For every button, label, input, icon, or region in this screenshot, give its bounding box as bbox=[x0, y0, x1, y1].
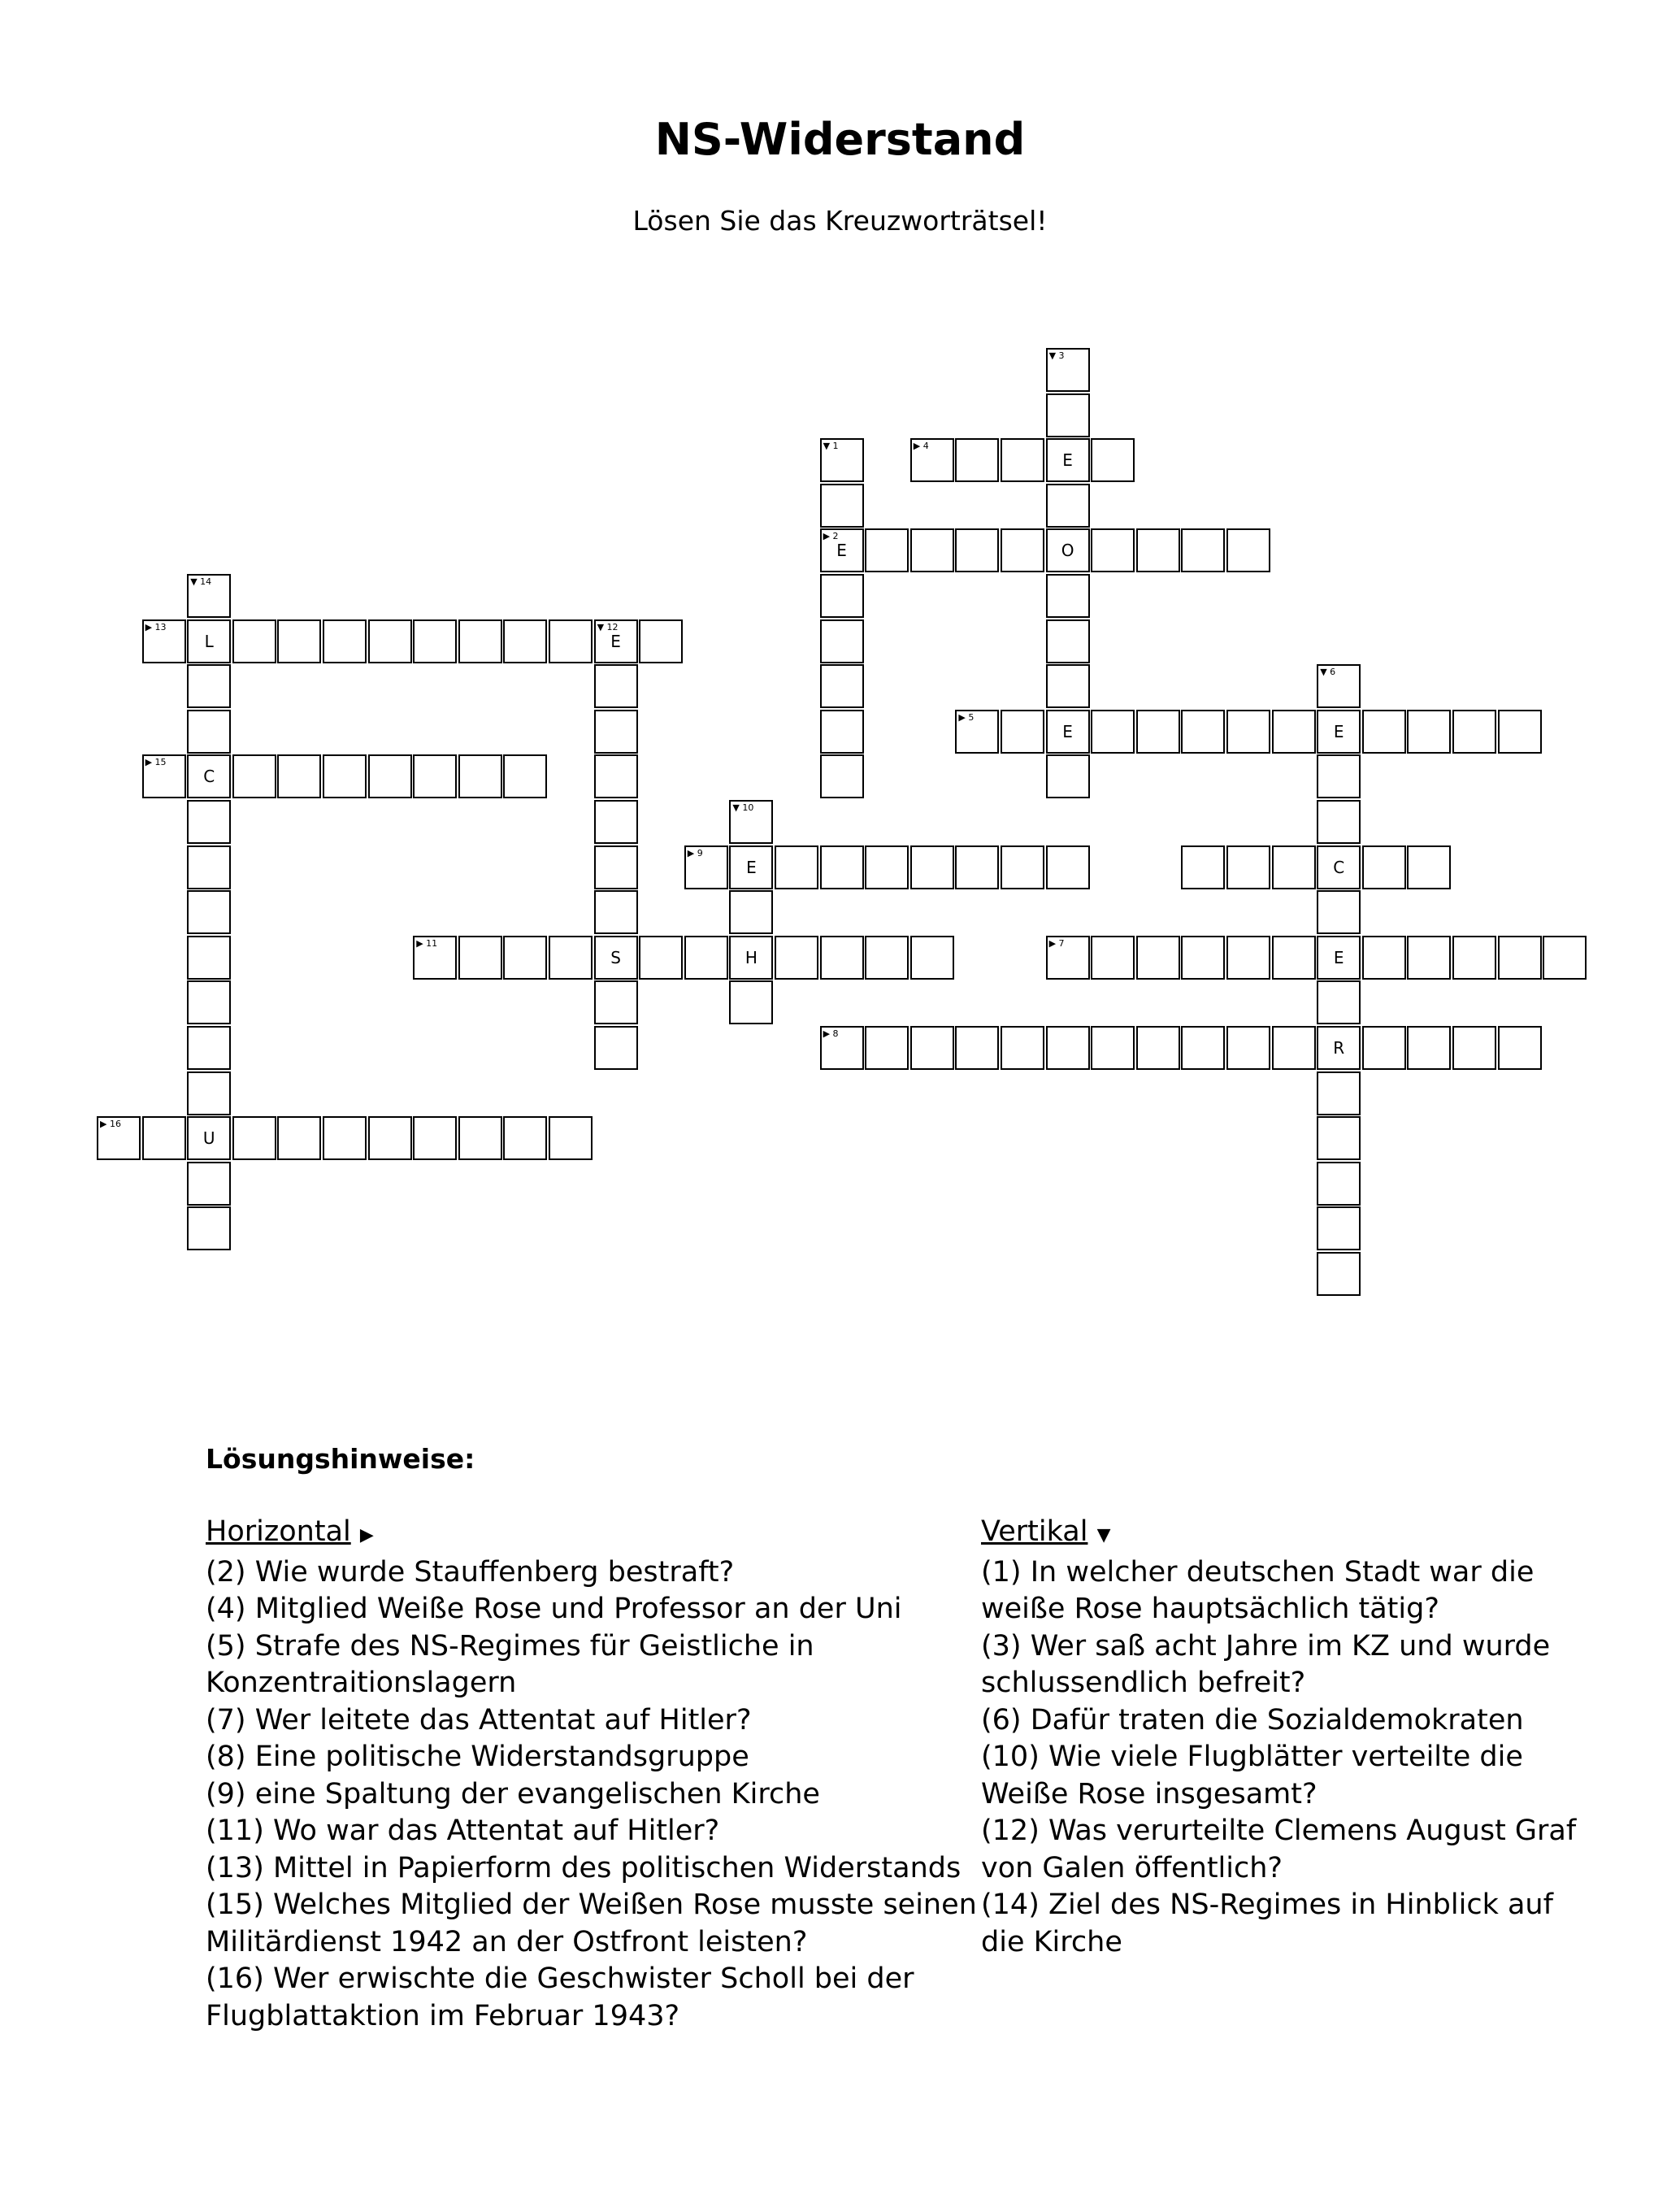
crossword-cell[interactable] bbox=[865, 936, 909, 980]
crossword-cell[interactable]: L bbox=[187, 619, 231, 663]
crossword-cell[interactable] bbox=[639, 936, 683, 980]
crossword-cell[interactable] bbox=[955, 438, 999, 482]
clue-number-label: ▶ 7 bbox=[1048, 937, 1065, 949]
clue-item: (1) In welcher deutschen Stadt war die weiße Rose hauptsächlich tätig? bbox=[981, 1555, 1535, 1625]
crossword-cell[interactable] bbox=[820, 664, 864, 708]
page-subtitle: Lösen Sie das Kreuzworträtsel! bbox=[632, 205, 1048, 237]
clue-number-label: ▶ 2 bbox=[823, 531, 839, 542]
crossword-cell[interactable] bbox=[955, 528, 999, 572]
down-arrow-icon: ▼ bbox=[1096, 1525, 1111, 1545]
crossword-cell[interactable]: R bbox=[1317, 1026, 1361, 1070]
crossword-cell[interactable] bbox=[1001, 710, 1044, 754]
clue-number-label: ▼ 6 bbox=[1320, 667, 1336, 678]
crossword-cell[interactable] bbox=[1452, 1026, 1496, 1070]
clue-item: (4) Mitglied Weiße Rose und Professor an der Uni bbox=[206, 1593, 902, 1625]
crossword-cell[interactable] bbox=[820, 754, 864, 798]
crossword-cell[interactable] bbox=[1317, 890, 1361, 934]
clue-number-label: ▶ 4 bbox=[913, 441, 929, 452]
clue-item: (3) Wer saß acht Jahre im KZ und wurde schlussendlich befreit? bbox=[981, 1629, 1551, 1699]
crossword-cell[interactable] bbox=[1272, 845, 1316, 889]
crossword-cell[interactable] bbox=[1317, 1252, 1361, 1296]
crossword-cell[interactable] bbox=[549, 936, 593, 980]
clue-number-label: ▼ 10 bbox=[732, 802, 754, 813]
crossword-cell[interactable] bbox=[549, 619, 593, 663]
clue-number-label: ▶ 11 bbox=[416, 937, 438, 949]
crossword-cell[interactable] bbox=[1136, 936, 1180, 980]
crossword-cell[interactable]: O bbox=[1046, 528, 1090, 572]
crossword-cell[interactable] bbox=[187, 710, 231, 754]
crossword-cell[interactable] bbox=[368, 619, 412, 663]
crossword-cell[interactable] bbox=[1498, 710, 1542, 754]
crossword-cell[interactable] bbox=[1362, 710, 1406, 754]
crossword-cell[interactable] bbox=[865, 1026, 909, 1070]
clue-item: (12) Was verurteilte Clemens August Graf von Galen öffentlich? bbox=[981, 1815, 1577, 1884]
crossword-cell[interactable] bbox=[1452, 710, 1496, 754]
crossword-cell[interactable] bbox=[1046, 754, 1090, 798]
crossword-cell[interactable] bbox=[1317, 1071, 1361, 1115]
clue-item: (6) Dafür traten die Sozialdemokraten bbox=[981, 1703, 1524, 1736]
crossword-cell[interactable] bbox=[323, 1116, 367, 1160]
crossword-cell[interactable] bbox=[775, 845, 818, 889]
crossword-cell[interactable] bbox=[820, 574, 864, 618]
crossword-cell[interactable] bbox=[820, 845, 864, 889]
crossword-cell[interactable] bbox=[413, 619, 457, 663]
clue-number-label: ▶ 15 bbox=[145, 757, 167, 768]
crossword-cell[interactable] bbox=[594, 1026, 638, 1070]
clue-number-label: ▼ 14 bbox=[190, 576, 212, 587]
crossword-cell[interactable] bbox=[955, 845, 999, 889]
crossword-cell[interactable] bbox=[1226, 528, 1270, 572]
crossword-cell[interactable]: E bbox=[1317, 710, 1361, 754]
crossword-cell[interactable] bbox=[503, 1116, 547, 1160]
crossword-cell[interactable] bbox=[955, 1026, 999, 1070]
crossword-cell[interactable] bbox=[594, 890, 638, 934]
crossword-cell[interactable] bbox=[910, 1026, 954, 1070]
clue-item: (14) Ziel des NS-Regimes in Hinblick auf die Kirche bbox=[981, 1889, 1553, 1958]
crossword-cell[interactable] bbox=[187, 1026, 231, 1070]
crossword-cell[interactable] bbox=[594, 800, 638, 844]
crossword-cell[interactable] bbox=[277, 1116, 321, 1160]
crossword-cell[interactable] bbox=[1317, 1206, 1361, 1250]
crossword-cell[interactable] bbox=[594, 754, 638, 798]
crossword-cell[interactable] bbox=[458, 1116, 502, 1160]
crossword-cell[interactable] bbox=[187, 980, 231, 1024]
crossword-cell[interactable] bbox=[187, 1206, 231, 1250]
crossword-cell[interactable] bbox=[594, 664, 638, 708]
clue-item: (8) Eine politische Widerstandsgruppe bbox=[206, 1741, 749, 1773]
crossword-cell[interactable] bbox=[1272, 1026, 1316, 1070]
page-title: NS-Widerstand bbox=[654, 114, 1026, 165]
crossword-cell[interactable] bbox=[1001, 438, 1044, 482]
clue-item: (16) Wer erwischte die Geschwister Scholl bei der Flugblattaktion im Februar 1943? bbox=[206, 1962, 914, 2032]
crossword-cell[interactable] bbox=[1091, 528, 1135, 572]
crossword-cell[interactable] bbox=[1362, 1026, 1406, 1070]
crossword-cell[interactable] bbox=[594, 980, 638, 1024]
clue-item: (9) eine Spaltung der evangelischen Kirche bbox=[206, 1777, 820, 1810]
crossword-cell[interactable] bbox=[1362, 936, 1406, 980]
crossword-cell[interactable] bbox=[232, 1116, 276, 1160]
horizontal-heading-label: Horizontal bbox=[206, 1515, 351, 1548]
crossword-cell[interactable] bbox=[1136, 710, 1180, 754]
crossword-cell[interactable] bbox=[1362, 845, 1406, 889]
crossword-cell[interactable] bbox=[1136, 528, 1180, 572]
vertical-heading-label: Vertikal bbox=[981, 1515, 1088, 1548]
crossword-cell[interactable] bbox=[1226, 845, 1270, 889]
crossword-cell[interactable] bbox=[729, 980, 773, 1024]
crossword-cell[interactable] bbox=[1136, 1026, 1180, 1070]
crossword-cell[interactable] bbox=[1181, 936, 1225, 980]
crossword-cell[interactable] bbox=[820, 936, 864, 980]
crossword-cell[interactable] bbox=[1091, 936, 1135, 980]
crossword-cell[interactable] bbox=[1407, 936, 1451, 980]
clue-number-label: ▶ 5 bbox=[958, 711, 975, 723]
clue-item: (5) Strafe des NS-Regimes für Geistliche in Konzentraitionslagern bbox=[206, 1629, 814, 1699]
crossword-cell[interactable] bbox=[368, 1116, 412, 1160]
crossword-cell[interactable] bbox=[1181, 845, 1225, 889]
vertical-heading bbox=[981, 1514, 1599, 1554]
crossword-cell[interactable] bbox=[1091, 710, 1135, 754]
crossword-cell[interactable] bbox=[820, 710, 864, 754]
crossword-cell[interactable] bbox=[1498, 936, 1542, 980]
crossword-cell[interactable] bbox=[1452, 936, 1496, 980]
crossword-cell[interactable] bbox=[549, 1116, 593, 1160]
crossword-cell[interactable] bbox=[187, 890, 231, 934]
crossword-cell[interactable] bbox=[413, 754, 457, 798]
crossword-cell[interactable] bbox=[277, 754, 321, 798]
clue-number-label: ▼ 12 bbox=[597, 621, 619, 632]
crossword-cell[interactable] bbox=[1181, 710, 1225, 754]
crossword-cell[interactable] bbox=[684, 936, 728, 980]
clue-number-label: ▼ 1 bbox=[823, 441, 839, 452]
crossword-cell[interactable] bbox=[232, 619, 276, 663]
crossword-cell[interactable] bbox=[142, 1116, 186, 1160]
crossword-cell[interactable] bbox=[323, 754, 367, 798]
crossword-cell[interactable] bbox=[458, 619, 502, 663]
clue-number-label: ▼ 3 bbox=[1048, 350, 1065, 361]
crossword-cell[interactable]: S bbox=[594, 936, 638, 980]
hints-heading: Lösungshinweise: bbox=[206, 1443, 475, 1475]
clue-item: (7) Wer leitete das Attentat auf Hitler? bbox=[206, 1703, 752, 1736]
crossword-cell[interactable] bbox=[503, 619, 547, 663]
crossword-cell[interactable] bbox=[503, 936, 547, 980]
crossword-cell[interactable] bbox=[910, 845, 954, 889]
crossword-cell[interactable] bbox=[458, 936, 502, 980]
crossword-cell[interactable] bbox=[1001, 1026, 1044, 1070]
crossword-cell[interactable] bbox=[639, 619, 683, 663]
crossword-cell[interactable] bbox=[1046, 664, 1090, 708]
clue-item: (15) Welches Mitglied der Weißen Rose musste seinen Militärdienst 1942 an der Ostfront leisten? bbox=[206, 1889, 977, 1958]
crossword-cell[interactable] bbox=[1046, 484, 1090, 528]
vertical-clues bbox=[981, 1514, 1599, 1961]
crossword-cell[interactable] bbox=[865, 845, 909, 889]
crossword-cell[interactable]: E bbox=[1046, 710, 1090, 754]
crossword-cell[interactable] bbox=[820, 619, 864, 663]
crossword-cell[interactable] bbox=[187, 1162, 231, 1206]
crossword-cell[interactable]: E bbox=[1317, 936, 1361, 980]
horizontal-clues bbox=[206, 1514, 978, 2035]
crossword-cell[interactable] bbox=[1091, 1026, 1135, 1070]
crossword-cell[interactable] bbox=[187, 664, 231, 708]
horizontal-heading bbox=[206, 1514, 978, 1554]
crossword-cell[interactable] bbox=[187, 936, 231, 980]
crossword-cell[interactable] bbox=[1317, 980, 1361, 1024]
crossword-cell[interactable]: E bbox=[1046, 438, 1090, 482]
crossword-cell[interactable] bbox=[503, 754, 547, 798]
crossword-cell[interactable] bbox=[232, 754, 276, 798]
crossword-cell[interactable] bbox=[1181, 528, 1225, 572]
crossword-cell[interactable] bbox=[1226, 710, 1270, 754]
crossword-cell[interactable] bbox=[187, 845, 231, 889]
clue-number-label: ▶ 9 bbox=[687, 847, 703, 858]
clue-item: (13) Mittel in Papierform des politischen Widerstands bbox=[206, 1851, 962, 1884]
crossword-cell[interactable] bbox=[1046, 393, 1090, 437]
crossword-cell[interactable] bbox=[1317, 1116, 1361, 1160]
crossword-cell[interactable] bbox=[820, 484, 864, 528]
crossword-cell[interactable] bbox=[187, 800, 231, 844]
clue-item: (11) Wo war das Attentat auf Hitler? bbox=[206, 1815, 720, 1847]
crossword-cell[interactable]: C bbox=[1317, 845, 1361, 889]
crossword-cell[interactable] bbox=[187, 1071, 231, 1115]
crossword-cell[interactable] bbox=[368, 754, 412, 798]
crossword-cell[interactable] bbox=[594, 845, 638, 889]
crossword-cell[interactable] bbox=[1226, 1026, 1270, 1070]
crossword-cell[interactable] bbox=[775, 936, 818, 980]
crossword-cell[interactable] bbox=[1046, 845, 1090, 889]
crossword-cell[interactable] bbox=[729, 890, 773, 934]
crossword-cell[interactable] bbox=[910, 936, 954, 980]
crossword-cell[interactable] bbox=[1001, 845, 1044, 889]
crossword-cell[interactable] bbox=[1046, 619, 1090, 663]
clue-item: (10) Wie viele Flugblätter verteilte die Weiße Rose insgesamt? bbox=[981, 1741, 1523, 1810]
crossword-cell[interactable] bbox=[1543, 936, 1587, 980]
crossword-cell[interactable]: E bbox=[820, 528, 864, 572]
crossword-cell[interactable] bbox=[1317, 1162, 1361, 1206]
clue-item: (2) Wie wurde Stauffenberg bestraft? bbox=[206, 1555, 735, 1589]
crossword-cell[interactable] bbox=[910, 528, 954, 572]
crossword-cell[interactable] bbox=[1001, 528, 1044, 572]
crossword-cell[interactable]: C bbox=[187, 754, 231, 798]
crossword-cell[interactable] bbox=[1046, 574, 1090, 618]
clue-number-label: ▶ 8 bbox=[823, 1028, 839, 1039]
clue-number-label: ▶ 16 bbox=[100, 1119, 121, 1130]
crossword-cell[interactable]: E bbox=[729, 845, 773, 889]
crossword-cell[interactable] bbox=[1226, 936, 1270, 980]
right-arrow-icon: ▶ bbox=[359, 1525, 374, 1545]
crossword-cell[interactable] bbox=[1181, 1026, 1225, 1070]
crossword-cell[interactable]: U bbox=[187, 1116, 231, 1160]
crossword-cell[interactable] bbox=[458, 754, 502, 798]
crossword-cell[interactable] bbox=[1407, 1026, 1451, 1070]
crossword-cell[interactable] bbox=[865, 528, 909, 572]
crossword-cell[interactable] bbox=[1317, 754, 1361, 798]
crossword-cell[interactable] bbox=[1498, 1026, 1542, 1070]
crossword-cell[interactable] bbox=[1091, 438, 1135, 482]
crossword-cell[interactable] bbox=[1407, 845, 1451, 889]
crossword-cell[interactable]: H bbox=[729, 936, 773, 980]
crossword-cell[interactable] bbox=[1407, 710, 1451, 754]
crossword-cell[interactable] bbox=[323, 619, 367, 663]
crossword-cell[interactable] bbox=[413, 1116, 457, 1160]
crossword-cell[interactable] bbox=[1046, 1026, 1090, 1070]
crossword-cell[interactable] bbox=[1272, 710, 1316, 754]
crossword-cell[interactable] bbox=[594, 710, 638, 754]
clue-number-label: ▶ 13 bbox=[145, 621, 167, 632]
crossword-cell[interactable] bbox=[1317, 800, 1361, 844]
crossword-cell[interactable] bbox=[277, 619, 321, 663]
crossword-cell[interactable] bbox=[1272, 936, 1316, 980]
crossword-cell[interactable]: E bbox=[594, 619, 638, 663]
